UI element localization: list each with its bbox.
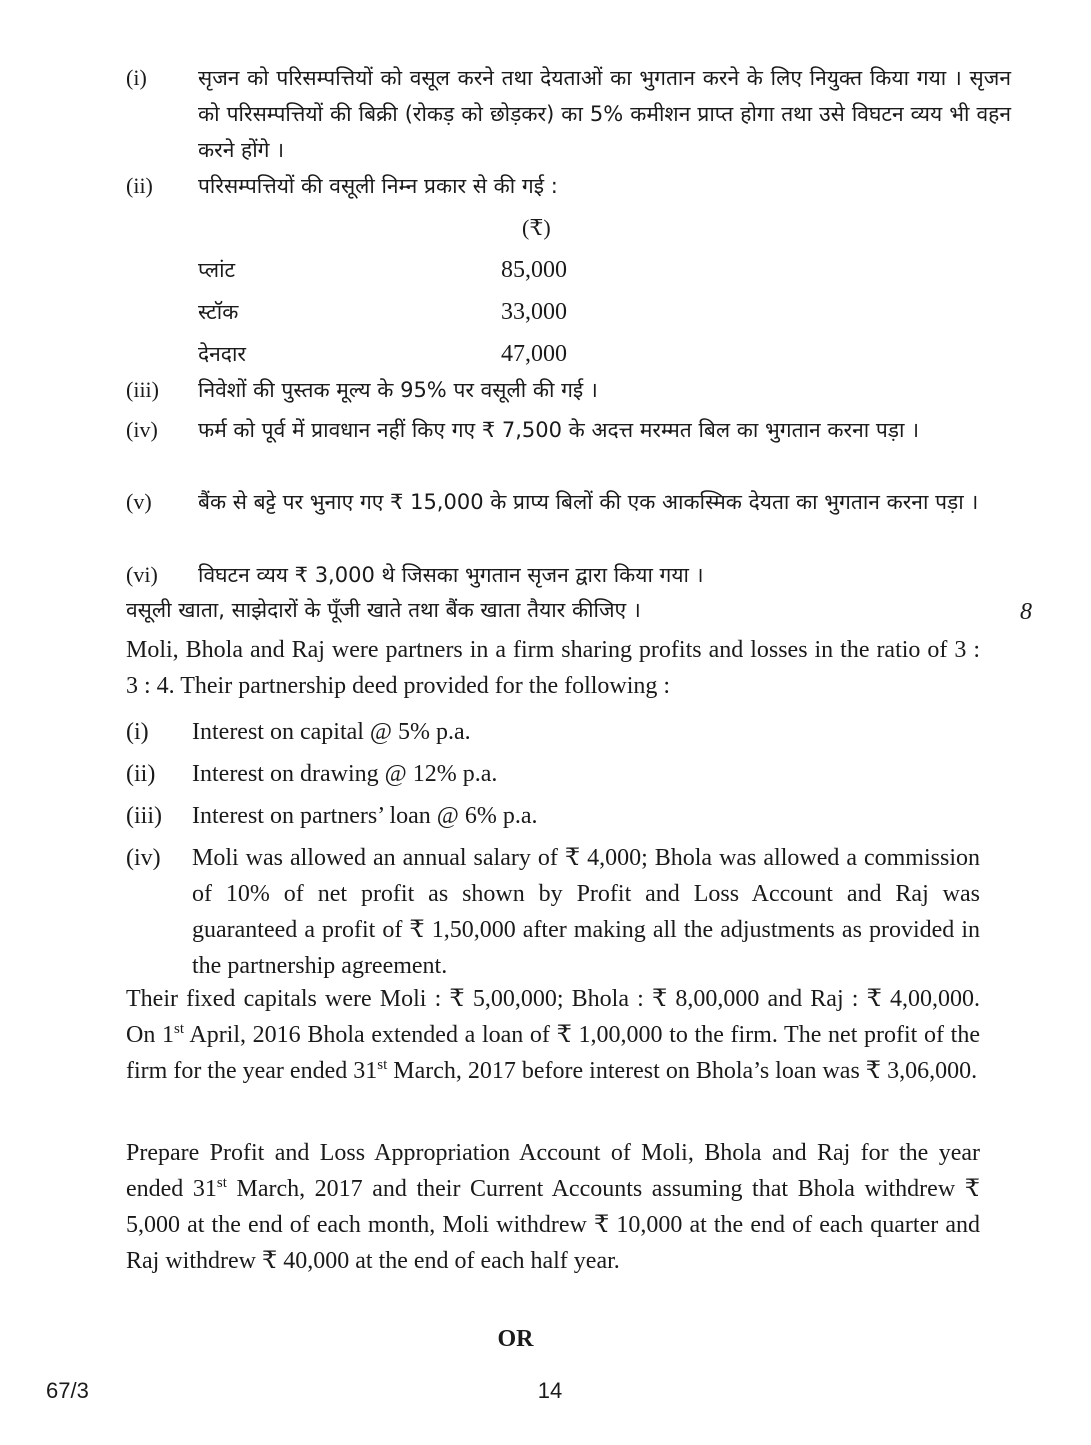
english-item-3	[126, 798, 1011, 834]
item-text: परिसम्पत्तियों की वसूली निम्न प्रकार से की गई :	[198, 174, 558, 198]
english-item-1	[126, 714, 1011, 750]
item-text: विघटन व्यय ₹ 3,000 थे जिसका भुगतान सृजन द्वारा किया गया ।	[198, 563, 704, 587]
ordinal-suffix: st	[216, 1175, 227, 1191]
asset-value: 85,000	[501, 257, 567, 283]
marks-label: 8	[1020, 599, 1032, 625]
item-text: Interest on partners’ loan @ 6% p.a.	[192, 803, 538, 829]
capitals-text-2: April, 2016 Bhola extended a loan of ₹ 1,00,000 to the firm. The net profit of the firm for the year ended 31	[126, 1022, 980, 1084]
or-separator: OR	[497, 1326, 534, 1352]
item-number: (i)	[126, 65, 147, 90]
asset-label: देनदार	[198, 342, 246, 366]
item-text: Interest on capital @ 5% p.a.	[192, 719, 471, 745]
hindi-item-2	[126, 168, 1011, 204]
hindi-instruction: वसूली खाता, साझेदारों के पूँजी खाते तथा बैंक खाता तैयार कीजिए ।	[126, 598, 641, 622]
item-number: (ii)	[126, 761, 156, 787]
english-intro: Moli, Bhola and Raj were partners in a firm sharing profits and losses in the ratio of 3 : 3 : 4. Their partnership deed provided for the following :	[126, 637, 980, 699]
item-number: (iv)	[126, 417, 158, 442]
paper-code: 67/3	[46, 1378, 89, 1403]
item-text: फर्म को पूर्व में प्रावधान नहीं किए गए ₹ 7,500 के अदत्त मरम्मत बिल का भुगतान करना पड़ा ।	[198, 418, 920, 442]
hindi-item-6	[126, 557, 1011, 593]
item-text: निवेशों की पुस्तक मूल्य के 95% पर वसूली की गई ।	[198, 378, 598, 402]
capitals-paragraph	[126, 981, 980, 1089]
asset-label: स्टॉक	[198, 300, 239, 324]
ordinal-suffix: st	[377, 1057, 388, 1073]
item-text: Interest on drawing @ 12% p.a.	[192, 761, 498, 787]
prepare-paragraph	[126, 1135, 980, 1279]
item-number: (vi)	[126, 562, 158, 587]
hindi-item-5	[126, 484, 1011, 520]
item-text: बैंक से बट्टे पर भुनाए गए ₹ 15,000 के प्राप्य बिलों की एक आकस्मिक देयता का भुगतान करना पड़ा ।	[198, 490, 979, 514]
hindi-item-3	[126, 372, 1011, 408]
item-number: (v)	[126, 489, 152, 514]
item-number: (iii)	[126, 803, 162, 829]
item-text: Moli was allowed an annual salary of ₹ 4,000; Bhola was allowed a commission of 10% of net profit as shown by Profit and Loss Account and Raj was guaranteed a profit of ₹ 1,50,000 after making all the adjustments as provided in the partnership agreement.	[192, 845, 980, 979]
prepare-text-2: March, 2017 and their Current Accounts assuming that Bhola withdrew ₹ 5,000 at the end of each month, Moli withdrew ₹ 10,000 at the end of each quarter and Raj withdrew ₹ 40,000 at the end of each half year.	[126, 1176, 980, 1274]
ordinal-suffix: st	[174, 1021, 185, 1037]
asset-label: प्लांट	[198, 258, 236, 282]
prepare-text-1: Prepare Profit and Loss Appropriation Account of Moli, Bhola and Raj for the year ended 31	[126, 1140, 980, 1202]
amount-unit-header: (₹)	[522, 215, 551, 240]
english-item-2	[126, 756, 1011, 792]
asset-value: 33,000	[501, 299, 567, 325]
item-number: (ii)	[126, 173, 153, 198]
hindi-item-1	[126, 60, 1011, 168]
asset-value: 47,000	[501, 341, 567, 367]
hindi-item-4	[126, 412, 1011, 448]
capitals-text-3: March, 2017 before interest on Bhola’s loan was ₹ 3,06,000.	[387, 1058, 978, 1084]
page-number: 14	[537, 1378, 563, 1403]
item-number: (iv)	[126, 845, 161, 871]
item-number: (iii)	[126, 377, 159, 402]
item-text: सृजन को परिसम्पत्तियों को वसूल करने तथा देयताओं का भुगतान करने के लिए नियुक्त किया गया । सृजन को परिसम्पत्तियों की बिक्री (रोकड़ को छोड़कर) का 5% कमीशन प्राप्त होगा तथा उसे विघटन व्यय भी वहन करने होंगे ।	[198, 66, 1011, 162]
item-number: (i)	[126, 719, 149, 745]
capitals-text-1: Their fixed capitals were Moli : ₹ 5,00,000; Bhola : ₹ 8,00,000 and Raj : ₹ 4,00,000. On 1	[126, 986, 980, 1048]
english-item-4	[126, 840, 980, 984]
